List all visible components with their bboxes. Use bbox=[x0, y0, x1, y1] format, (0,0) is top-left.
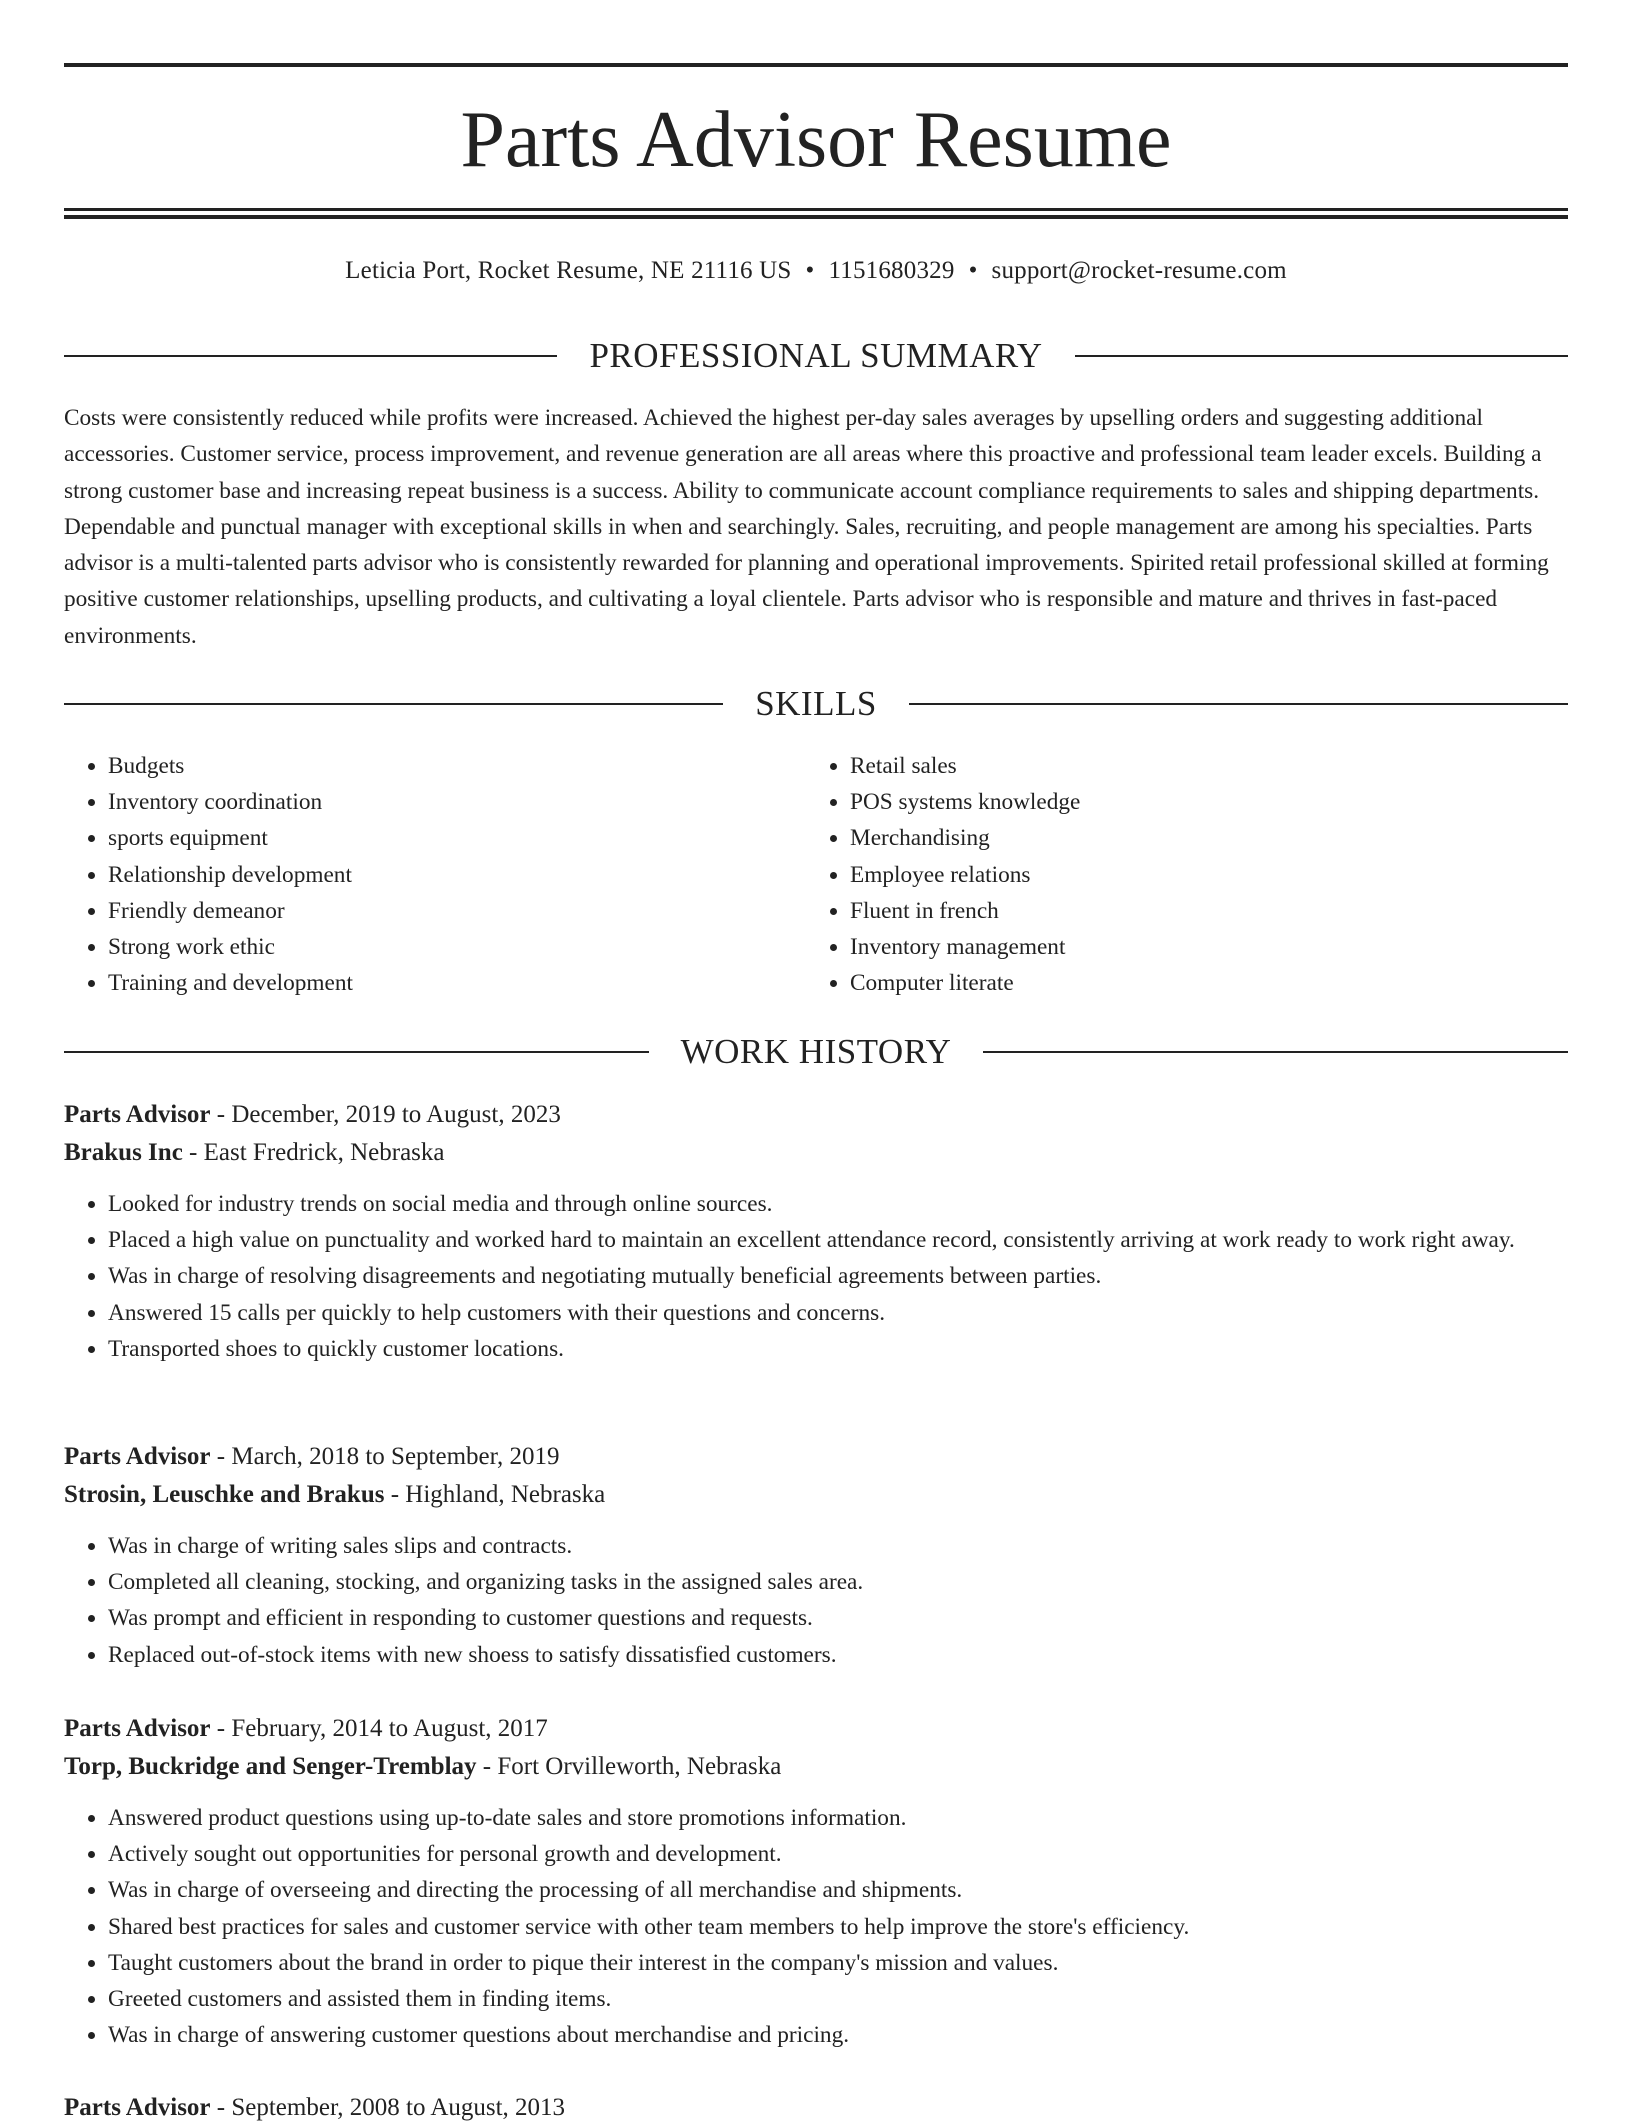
job-title: Parts Advisor bbox=[64, 1443, 211, 1470]
job-entry bbox=[64, 1096, 1568, 1367]
skill-item: • Relationship development bbox=[108, 857, 806, 893]
heading-rule bbox=[64, 1051, 649, 1053]
summary-text: Costs were consistently reduced while profits were increased. Achieved the highest per-day sales averages by upselling orders and suggesting additional accessories. Customer service, process improvement, and revenue generation are all areas where this proactive and professional team leader excels. Building a strong customer base and increasing repeat business is a success. Ability to communicate account compliance requirements to sales and shipping departments. Dependable and punctual manager with exceptional skills in when and searchingly. Sales, recruiting, and people management are among his specialties. Parts advisor is a multi-talented parts advisor who is consistently rewarded for planning and operational improvements. Spirited retail professional skilled at forming positive customer relationships, upselling products, and cultivating a loyal clientele. Parts advisor who is responsible and mature and thrives in fast-paced environments. bbox=[64, 405, 1549, 649]
skill-item: • Fluent in french bbox=[850, 893, 1548, 929]
job-bullet: • Looked for industry trends on social media and through online sources. bbox=[108, 1186, 1568, 1222]
job-bullet: • Placed a high value on punctuality and worked hard to maintain an excellent attendance record, consistently arriving at work ready to work right away. bbox=[108, 1222, 1568, 1258]
skill-item: • Inventory management bbox=[850, 929, 1548, 965]
job-company: Brakus Inc bbox=[64, 1139, 183, 1166]
job-bullets bbox=[64, 1186, 1568, 1367]
job-bullet: • Was prompt and efficient in responding to customer questions and requests. bbox=[108, 1600, 1568, 1636]
job-bullet: • Completed all cleaning, stocking, and organizing tasks in the assigned sales area. bbox=[108, 1564, 1568, 1600]
job-title-line bbox=[64, 1438, 1568, 1476]
title-rule-lower bbox=[64, 215, 1568, 219]
job-bullet: • Answered product questions using up-to-date sales and store promotions information. bbox=[108, 1800, 1568, 1836]
contact-separator: • bbox=[968, 257, 978, 284]
skill-item: • Merchandising bbox=[850, 820, 1548, 856]
contact-email: support@rocket-resume.com bbox=[991, 257, 1287, 284]
heading-rule bbox=[64, 703, 723, 705]
job-company: Strosin, Leuschke and Brakus bbox=[64, 1481, 385, 1508]
job-bullets bbox=[64, 1800, 1568, 2053]
skills-heading-label: SKILLS bbox=[755, 684, 877, 723]
job-location: - Highland, Nebraska bbox=[384, 1481, 606, 1508]
job-dates: - March, 2018 to September, 2019 bbox=[210, 1443, 560, 1470]
job-dates: - December, 2019 to August, 2023 bbox=[210, 1101, 561, 1128]
skill-item: • Strong work ethic bbox=[108, 929, 806, 965]
job-bullet: • Greeted customers and assisted them in finding items. bbox=[108, 1981, 1568, 2017]
heading-rule bbox=[64, 355, 557, 357]
job-bullet: • Transported shoes to quickly customer locations. bbox=[108, 1331, 1568, 1367]
job-title-line bbox=[64, 1710, 1568, 1748]
skill-item: • Budgets bbox=[108, 748, 806, 784]
job-company: Torp, Buckridge and Senger-Tremblay bbox=[64, 1753, 477, 1780]
skill-item: • Training and development bbox=[108, 965, 806, 1001]
skill-item: • Retail sales bbox=[850, 748, 1548, 784]
job-title: Parts Advisor bbox=[64, 1101, 211, 1128]
skill-item: • sports equipment bbox=[108, 820, 806, 856]
contact-phone: 1151680329 bbox=[828, 257, 955, 284]
job-company-line bbox=[64, 1748, 1568, 1786]
job-bullet: • Was in charge of resolving disagreements and negotiating mutually beneficial agreements between parties. bbox=[108, 1258, 1568, 1294]
contact-separator: • bbox=[805, 257, 815, 284]
work-heading-label: WORK HISTORY bbox=[680, 1032, 952, 1071]
skill-item: • Inventory coordination bbox=[108, 784, 806, 820]
job-title-line bbox=[64, 2089, 1568, 2127]
job-bullet: • Actively sought out opportunities for personal growth and development. bbox=[108, 1836, 1568, 1872]
job-title: Parts Advisor bbox=[64, 2094, 211, 2121]
skills-heading bbox=[64, 682, 1568, 726]
job-bullet: • Was in charge of writing sales slips and contracts. bbox=[108, 1528, 1568, 1564]
job-entry bbox=[64, 2089, 1568, 2127]
job-entry bbox=[64, 1438, 1568, 1673]
skill-item: • Employee relations bbox=[850, 857, 1548, 893]
job-title-line bbox=[64, 1096, 1568, 1134]
heading-rule bbox=[909, 703, 1568, 705]
page-title: Parts Advisor Resume bbox=[460, 96, 1172, 184]
skills-column-right bbox=[806, 748, 1548, 1001]
title-rule-upper bbox=[64, 208, 1568, 211]
job-bullet: • Was in charge of overseeing and directing the processing of all merchandise and shipments. bbox=[108, 1872, 1568, 1908]
skill-item: • Computer literate bbox=[850, 965, 1548, 1001]
job-location: - Fort Orvilleworth, Nebraska bbox=[476, 1753, 782, 1780]
job-company-line bbox=[64, 1134, 1568, 1172]
contact-line bbox=[64, 252, 1568, 290]
job-location: - East Fredrick, Nebraska bbox=[182, 1139, 445, 1166]
job-dates: - February, 2014 to August, 2017 bbox=[210, 1715, 548, 1742]
summary-heading bbox=[64, 334, 1568, 378]
job-bullet: • Was in charge of answering customer questions about merchandise and pricing. bbox=[108, 2017, 1568, 2053]
job-title: Parts Advisor bbox=[64, 1715, 211, 1742]
summary-heading-label: PROFESSIONAL SUMMARY bbox=[589, 336, 1043, 375]
heading-rule bbox=[1075, 355, 1568, 357]
skills-column-left bbox=[64, 748, 806, 1001]
work-heading bbox=[64, 1030, 1568, 1074]
job-bullet: • Taught customers about the brand in order to pique their interest in the company's mission and values. bbox=[108, 1945, 1568, 1981]
job-dates: - September, 2008 to August, 2013 bbox=[210, 2094, 566, 2121]
job-company-line bbox=[64, 1476, 1568, 1514]
contact-address: Leticia Port, Rocket Resume, NE 21116 US bbox=[345, 257, 792, 284]
job-entry bbox=[64, 1710, 1568, 2053]
job-bullets bbox=[64, 1528, 1568, 1673]
skill-item: • POS systems knowledge bbox=[850, 784, 1548, 820]
job-bullet: • Answered 15 calls per quickly to help customers with their questions and concerns. bbox=[108, 1295, 1568, 1331]
skills-list bbox=[64, 748, 1568, 1001]
top-rule bbox=[64, 63, 1568, 67]
heading-rule bbox=[983, 1051, 1568, 1053]
job-bullet: • Shared best practices for sales and customer service with other team members to help improve the store's efficiency. bbox=[108, 1909, 1568, 1945]
skill-item: • Friendly demeanor bbox=[108, 893, 806, 929]
job-bullet: • Replaced out-of-stock items with new shoess to satisfy dissatisfied customers. bbox=[108, 1637, 1568, 1673]
